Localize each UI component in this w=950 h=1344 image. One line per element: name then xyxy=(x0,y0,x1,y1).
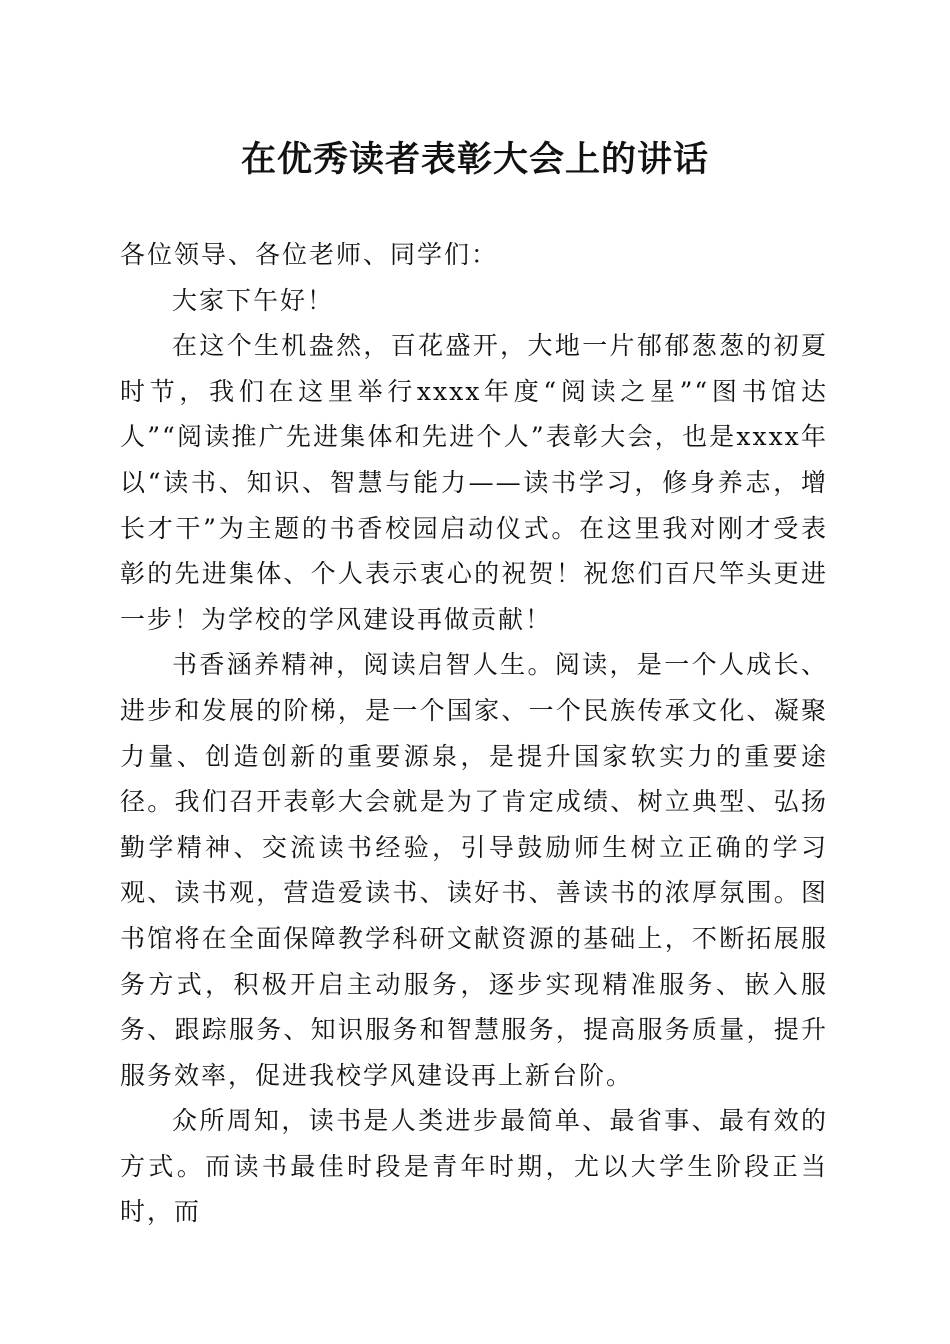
salutation: 各位领导、各位老师、同学们： xyxy=(120,240,499,269)
paragraph-greeting: 大家下午好！ xyxy=(172,285,335,315)
document-title: 在优秀读者表彰大会上的讲话 xyxy=(240,139,709,180)
document-body xyxy=(120,232,828,1235)
paragraph-reading-youth: 众所周知，读书是人类进步最简单、最省事、最有效的方式。而读书最佳时段是青年时期，尤以大学生阶段正当时，而 xyxy=(120,1106,828,1227)
paragraph-opening: 在这个生机盎然，百花盛开，大地一片郁郁葱葱的初夏时节，我们在这里举行xxxx年度“阅读之星”“图书馆达人”“阅读推广先进集体和先进个人”表彰大会，也是xxxx年以“读书、知识、智慧与能力——读书学习，修身养志，增长才干”为主题的书香校园启动仪式。在这里我对刚才受表彰的先进集体、个人表示衷心的祝贺！祝您们百尺竿头更进一步！为学校的学风建设再做贡献！ xyxy=(120,331,828,634)
paragraph-reading-value: 书香涵养精神，阅读启智人生。阅读，是一个人成长、进步和发展的阶梯，是一个国家、一个民族传承文化、凝聚力量、创造创新的重要源泉，是提升国家软实力的重要途径。我们召开表彰大会就是为了肯定成绩、树立典型、弘扬勤学精神、交流读书经验，引导鼓励师生树立正确的学习观、读书观，营造爱读书、读好书、善读书的浓厚氛围。图书馆将在全面保障教学科研文献资源的基础上，不断拓展服务方式，积极开启主动服务，逐步实现精准服务、嵌入服务、跟踪服务、知识服务和智慧服务，提高服务质量，提升服务效率，促进我校学风建设再上新台阶。 xyxy=(120,650,828,1090)
